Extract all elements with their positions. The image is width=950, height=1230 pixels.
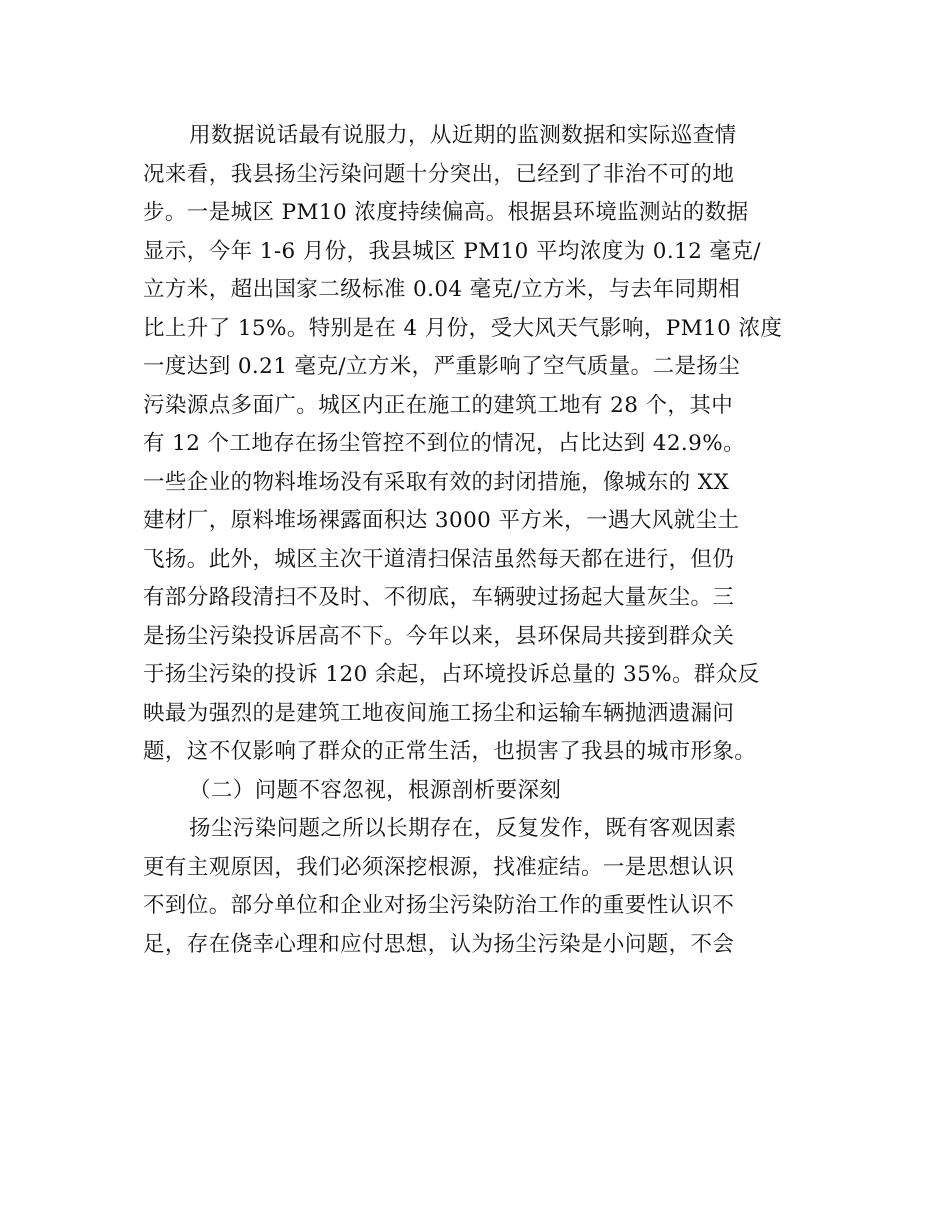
document-body bbox=[143, 117, 828, 964]
paragraph-1 bbox=[143, 117, 828, 772]
paragraph-1-line: 污染源点多面广。城区内正在施工的建筑工地有 28 个，其中 bbox=[143, 392, 734, 418]
paragraph-1-line: 于扬尘污染的投诉 120 余起，占环境投诉总量的 35%。群众反 bbox=[143, 662, 760, 687]
paragraph-1-line: 显示，今年 1-6 月份，我县城区 PM10 平均浓度为 0.12 毫克/ bbox=[143, 238, 761, 264]
paragraph-2-line: 扬尘污染问题之所以长期存在，反复发作，既有客观因素 bbox=[189, 816, 737, 841]
paragraph-2-line: 足，存在侥幸心理和应付思想，认为扬尘污染是小问题，不会 bbox=[143, 931, 735, 957]
paragraph-1-line: 比上升了 15%。特别是在 4 月份，受大风天气影响，PM10 浓度 bbox=[143, 315, 783, 341]
paragraph-1-line: 有 12 个工地存在扬尘管控不到位的情况，占比达到 42.9%。 bbox=[143, 431, 745, 456]
paragraph-1-line: 题，这不仅影响了群众的正常生活，也损害了我县的城市形象。 bbox=[143, 739, 757, 764]
paragraph-1-line: 用数据说话最有说服力，从近期的监测数据和实际巡查情 bbox=[189, 123, 737, 148]
paragraph-1-line: 飞扬。此外，城区主次干道清扫保洁虽然每天都在进行，但仍 bbox=[143, 546, 735, 572]
paragraph-1-line: 一度达到 0.21 毫克/立方米，严重影响了空气质量。二是扬尘 bbox=[143, 354, 741, 379]
paragraph-2-line: 不到位。部分单位和企业对扬尘污染防治工作的重要性认识不 bbox=[143, 893, 735, 918]
paragraph-1-line: 是扬尘污染投诉居高不下。今年以来，县环保局共接到群众关 bbox=[143, 623, 735, 649]
paragraph-1-line: 建材厂，原料堆场裸露面积达 3000 平方米，一遇大风就尘土 bbox=[143, 508, 740, 533]
paragraph-1-line: 况来看，我县扬尘污染问题十分突出，已经到了非治不可的地 bbox=[143, 161, 735, 187]
paragraph-1-line: 有部分路段清扫不及时、不彻底，车辆驶过扬起大量灰尘。三 bbox=[143, 585, 735, 610]
paragraph-1-line: 立方米，超出国家二级标准 0.04 毫克/立方米，与去年同期相 bbox=[143, 277, 741, 302]
paragraph-2-line: 更有主观原因，我们必须深挖根源，找准症结。一是思想认识 bbox=[143, 854, 735, 880]
paragraph-1-line: 步。一是城区 PM10 浓度持续偏高。根据县环境监测站的数据 bbox=[143, 200, 749, 225]
section-heading: （二）问题不容忽视，根源剖析要深刻 bbox=[189, 777, 562, 803]
paragraph-1-line: 一些企业的物料堆场没有采取有效的封闭措施，像城东的 XX bbox=[143, 469, 730, 495]
paragraph-1-line: 映最为强烈的是建筑工地夜间施工扬尘和运输车辆抛洒遗漏问 bbox=[143, 700, 735, 726]
paragraph-2 bbox=[143, 810, 828, 964]
